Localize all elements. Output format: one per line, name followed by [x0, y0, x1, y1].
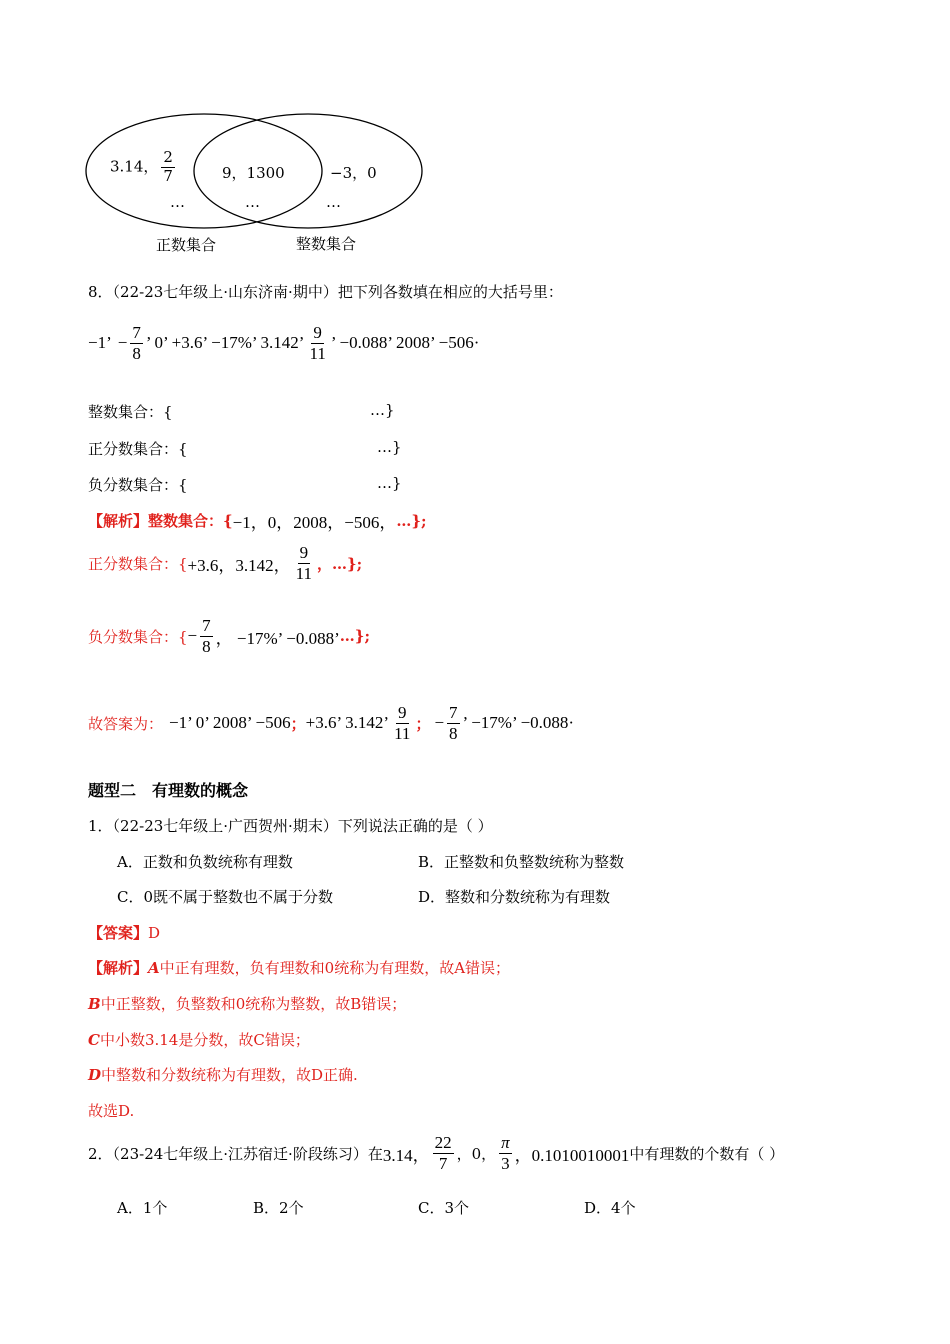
q1-analysis-3: C中小数3.14是分数，故C错误；: [88, 1031, 310, 1049]
q8-blank-posfrac-label: 正分数集合：{: [88, 440, 188, 458]
q2-header: 2．（23-24七年级上·江苏宿迁·阶段练习）在 3.14， $\frac{22}{7}$ ，0， $\frac{\pi}{3}$ ，0.1010010001 中有理数的个数有（ ）: [88, 1133, 785, 1173]
q1-option-c: C．0既不属于整数也不属于分数: [117, 888, 334, 906]
q8-final-answer: 故答案为： −1’ 0’ 2008’ −506 ； +3.6’ 3.142’ $\frac{9}{11}$ ； − $\frac{7}{8}$ ’ −17%’ −0.088·: [88, 703, 575, 743]
venn-ellipsis-left: …: [170, 193, 185, 211]
q2-option-d: D．4个: [584, 1199, 636, 1217]
venn-ellipsis-middle: …: [245, 193, 260, 211]
venn-left-content: 3.14， $\frac{2}{7}$: [110, 148, 173, 185]
q8-number-list: −1’ − $\frac{7}{8}$ ’ 0’ +3.6’ −17%’ 3.142’ $\frac{9}{11}$ ’ −0.088’ 2008’ −506·: [88, 323, 480, 363]
venn-left-label: 正数集合: [156, 236, 217, 254]
venn-middle-content: 9，1300: [222, 164, 285, 182]
q8-blank-negfrac-label: 负分数集合：{: [88, 476, 188, 494]
q1-option-d: D．整数和分数统称为有理数: [418, 888, 611, 906]
q1-conclusion: 故选D.: [88, 1102, 135, 1120]
section-title: 题型二 有理数的概念: [88, 781, 249, 800]
q2-option-c: C．3个: [418, 1199, 470, 1217]
q8-analysis-line3: 负分数集合：{ − $\frac{7}{8}$ ， −17%’ −0.088’ …};: [88, 616, 370, 656]
q2-option-a: A．1个: [117, 1199, 168, 1217]
venn-right-label: 整数集合: [296, 235, 357, 253]
q8-blank-posfrac-end: …}: [377, 438, 402, 456]
q1-analysis-4: D中整数和分数统称为有理数，故D正确.: [88, 1066, 358, 1084]
q8-analysis-line1: 【解析】 整数集合：{ −1，0，2008，−506， …};: [88, 511, 427, 532]
q8-analysis-line2: 正分数集合：{ +3.6，3.142， $\frac{9}{11}$ ，…};: [88, 543, 363, 583]
q1-option-a: A．正数和负数统称有理数: [117, 853, 293, 871]
q1-answer: 【答案】D: [88, 924, 161, 942]
q1-analysis-1: 【解析】A中正有理数，负有理数和0统称为有理数，故A错误；: [88, 959, 511, 977]
q8-blank-integers-end: …}: [370, 401, 395, 419]
q8-header: 8．（22-23七年级上·山东济南·期中）把下列各数填在相应的大括号里：: [88, 283, 563, 301]
venn-right-content: −3，0: [330, 164, 377, 182]
q1-option-b: B．正整数和负整数统称为整数: [418, 853, 625, 871]
q8-blank-negfrac-end: …}: [377, 474, 402, 492]
venn-ellipsis-right: …: [326, 193, 341, 211]
q8-blank-integers-label: 整数集合：{: [88, 403, 173, 421]
q1-header: 1．（22-23七年级上·广西贺州·期末）下列说法正确的是（ ）: [88, 817, 493, 835]
q1-analysis-2: B中正整数，负整数和0统称为整数，故B错误；: [88, 995, 407, 1013]
q2-option-b: B．2个: [253, 1199, 304, 1217]
